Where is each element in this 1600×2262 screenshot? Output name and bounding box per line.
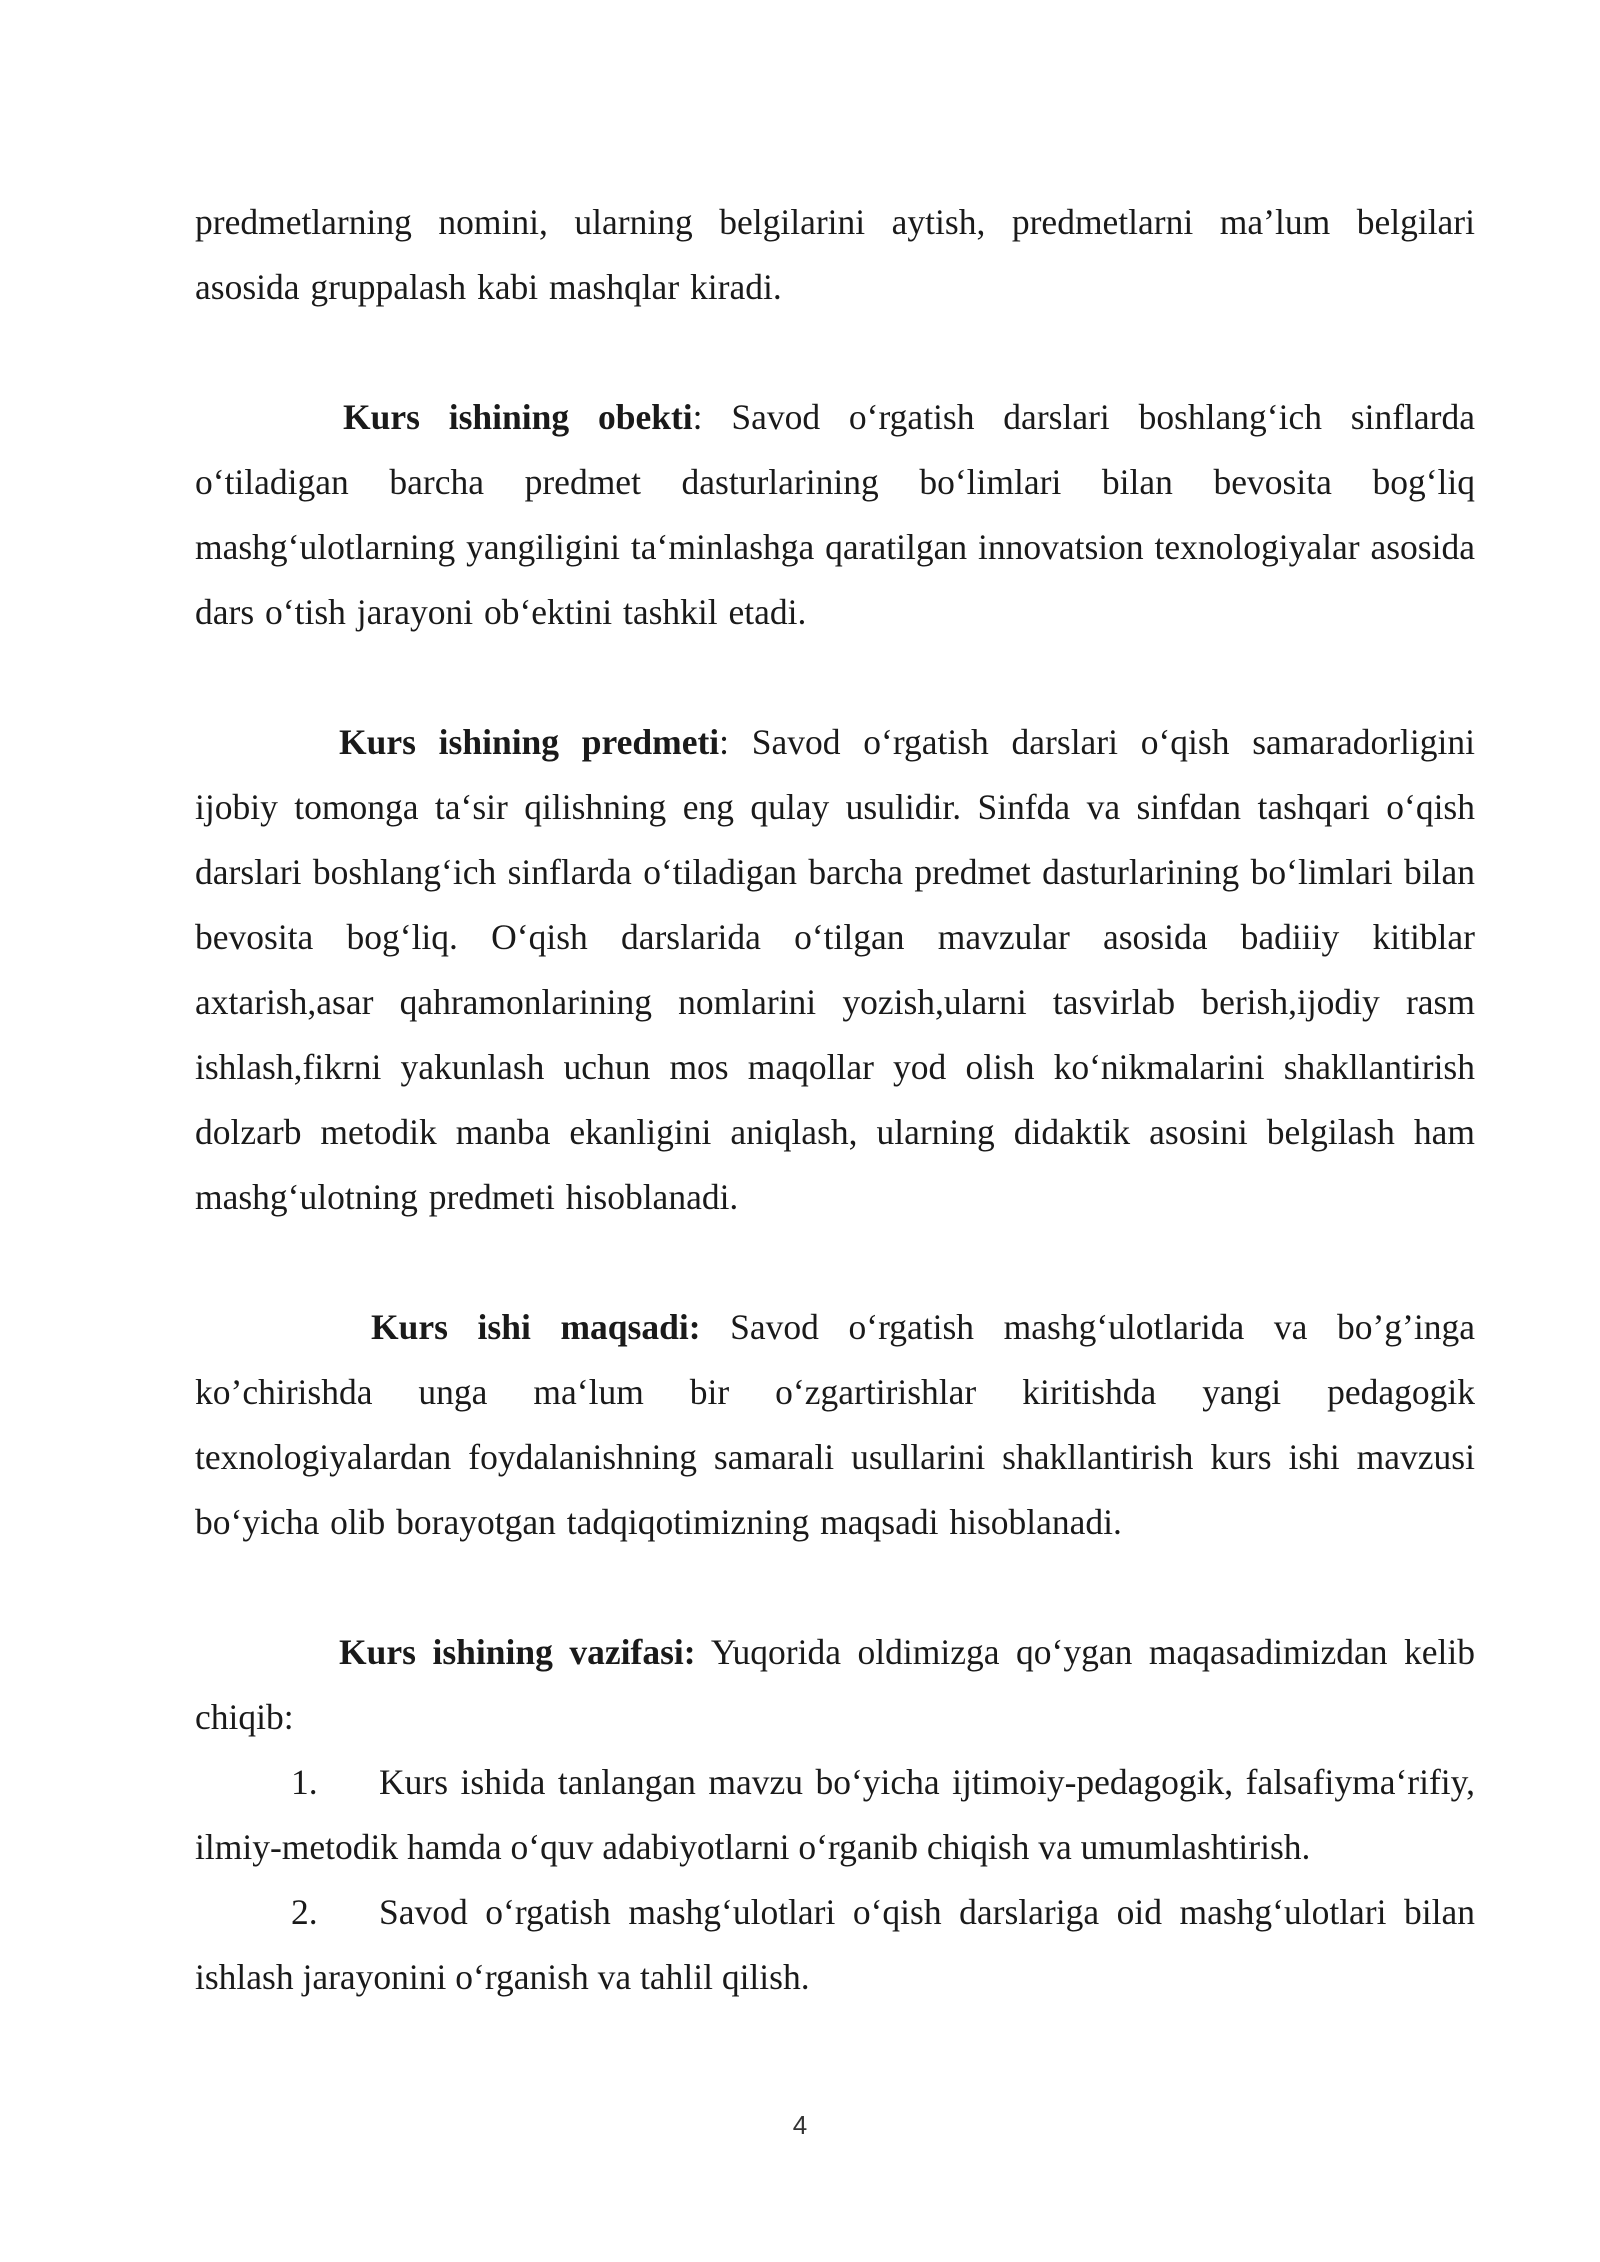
- list-item: [195, 1750, 1475, 1880]
- maqsadi-heading: Kurs ishi maqsadi:: [371, 1307, 701, 1347]
- paragraph-gap: [195, 1230, 1475, 1295]
- paragraph-gap: [195, 1555, 1475, 1620]
- vazifasi-heading: Kurs ishining vazifasi:: [339, 1632, 696, 1672]
- paragraph-gap: [195, 320, 1475, 385]
- vazifasi-text: Yuqorida oldimizga qo‘ygan maqasadimizdan kelib chiqib:: [195, 1632, 1475, 1737]
- obekt-text: : Savod o‘rgatish darslari boshlang‘ich sinflarda o‘tiladigan barcha predmet dasturlarining bo‘limlari bilan bevosita bog‘liq mashg‘ulotlarning yangiligini ta‘minlashga qaratilgan innovatsion texnologiyalar asosida dars o‘tish jarayoni ob‘ektini tashkil etadi.: [195, 397, 1475, 632]
- list-item-number: 2.: [291, 1892, 318, 1932]
- list-item-number: 1.: [291, 1762, 318, 1802]
- paragraph-gap: [195, 645, 1475, 710]
- predmeti-paragraph: [195, 710, 1475, 1230]
- page-number: 4: [792, 2110, 808, 2140]
- predmeti-text: : Savod o‘rgatish darslari o‘qish samaradorligini ijobiy tomonga ta‘sir qilishning eng qulay usulidir. Sinfda va sinfdan tashqari o‘qish darslari boshlang‘ich sinflarda o‘tiladigan barcha predmet dasturlarining bo‘limlari bilan bevosita bog‘liq. O‘qish darslarida o‘tilgan mavzular asosida badiiiy kitiblar axtarish,asar qahramonlarining nomlarini yozish,ularni tasvirlab berish,ijodiy rasm ishlash,fikrni yakunlash uchun mos maqollar yod olish ko‘nikmalarini shakllantirish dolzarb metodik manba ekanligini aniqlash, ularning didaktik asosini belgilash ham mashg‘ulotning predmeti hisoblanadi.: [195, 722, 1476, 1217]
- obekt-paragraph: [195, 385, 1475, 645]
- list-item-text: Kurs ishida tanlangan mavzu bo‘yicha ijtimoiy-pedagogik, falsafiyma‘rifiy, ilmiy-metodik hamda o‘quv adabiyotlarni o‘rganib chiqish va umumlashtirish.: [195, 1762, 1475, 1867]
- list-item-text: Savod o‘rgatish mashg‘ulotlari o‘qish darslariga oid mashg‘ulotlari bilan ishlash jarayonini o‘rganish va tahlil qilish.: [195, 1892, 1475, 1997]
- list-item: [195, 1880, 1475, 2010]
- maqsadi-text: Savod o‘rgatish mashg‘ulotlarida va bo’g’inga ko’chirishda unga ma‘lum bir o‘zgartirishlar kiritishda yangi pedagogik texnologiyalardan foydalanishning samarali usullarini shakllantirish kurs ishi mavzusi bo‘yicha olib borayotgan tadqiqotimizning maqsadi hisoblanadi.: [195, 1307, 1475, 1542]
- vazifasi-paragraph: [195, 1620, 1475, 1750]
- intro-paragraph: predmetlarning nomini, ularning belgilarini aytish, predmetlarni ma’lum belgilari asosida gruppalash kabi mashqlar kiradi.: [195, 202, 1475, 307]
- maqsadi-paragraph: [195, 1295, 1475, 1555]
- obekt-heading: Kurs ishining obekti: [343, 397, 693, 437]
- document-page: [195, 190, 1475, 2010]
- predmeti-heading: Kurs ishining predmeti: [339, 722, 720, 762]
